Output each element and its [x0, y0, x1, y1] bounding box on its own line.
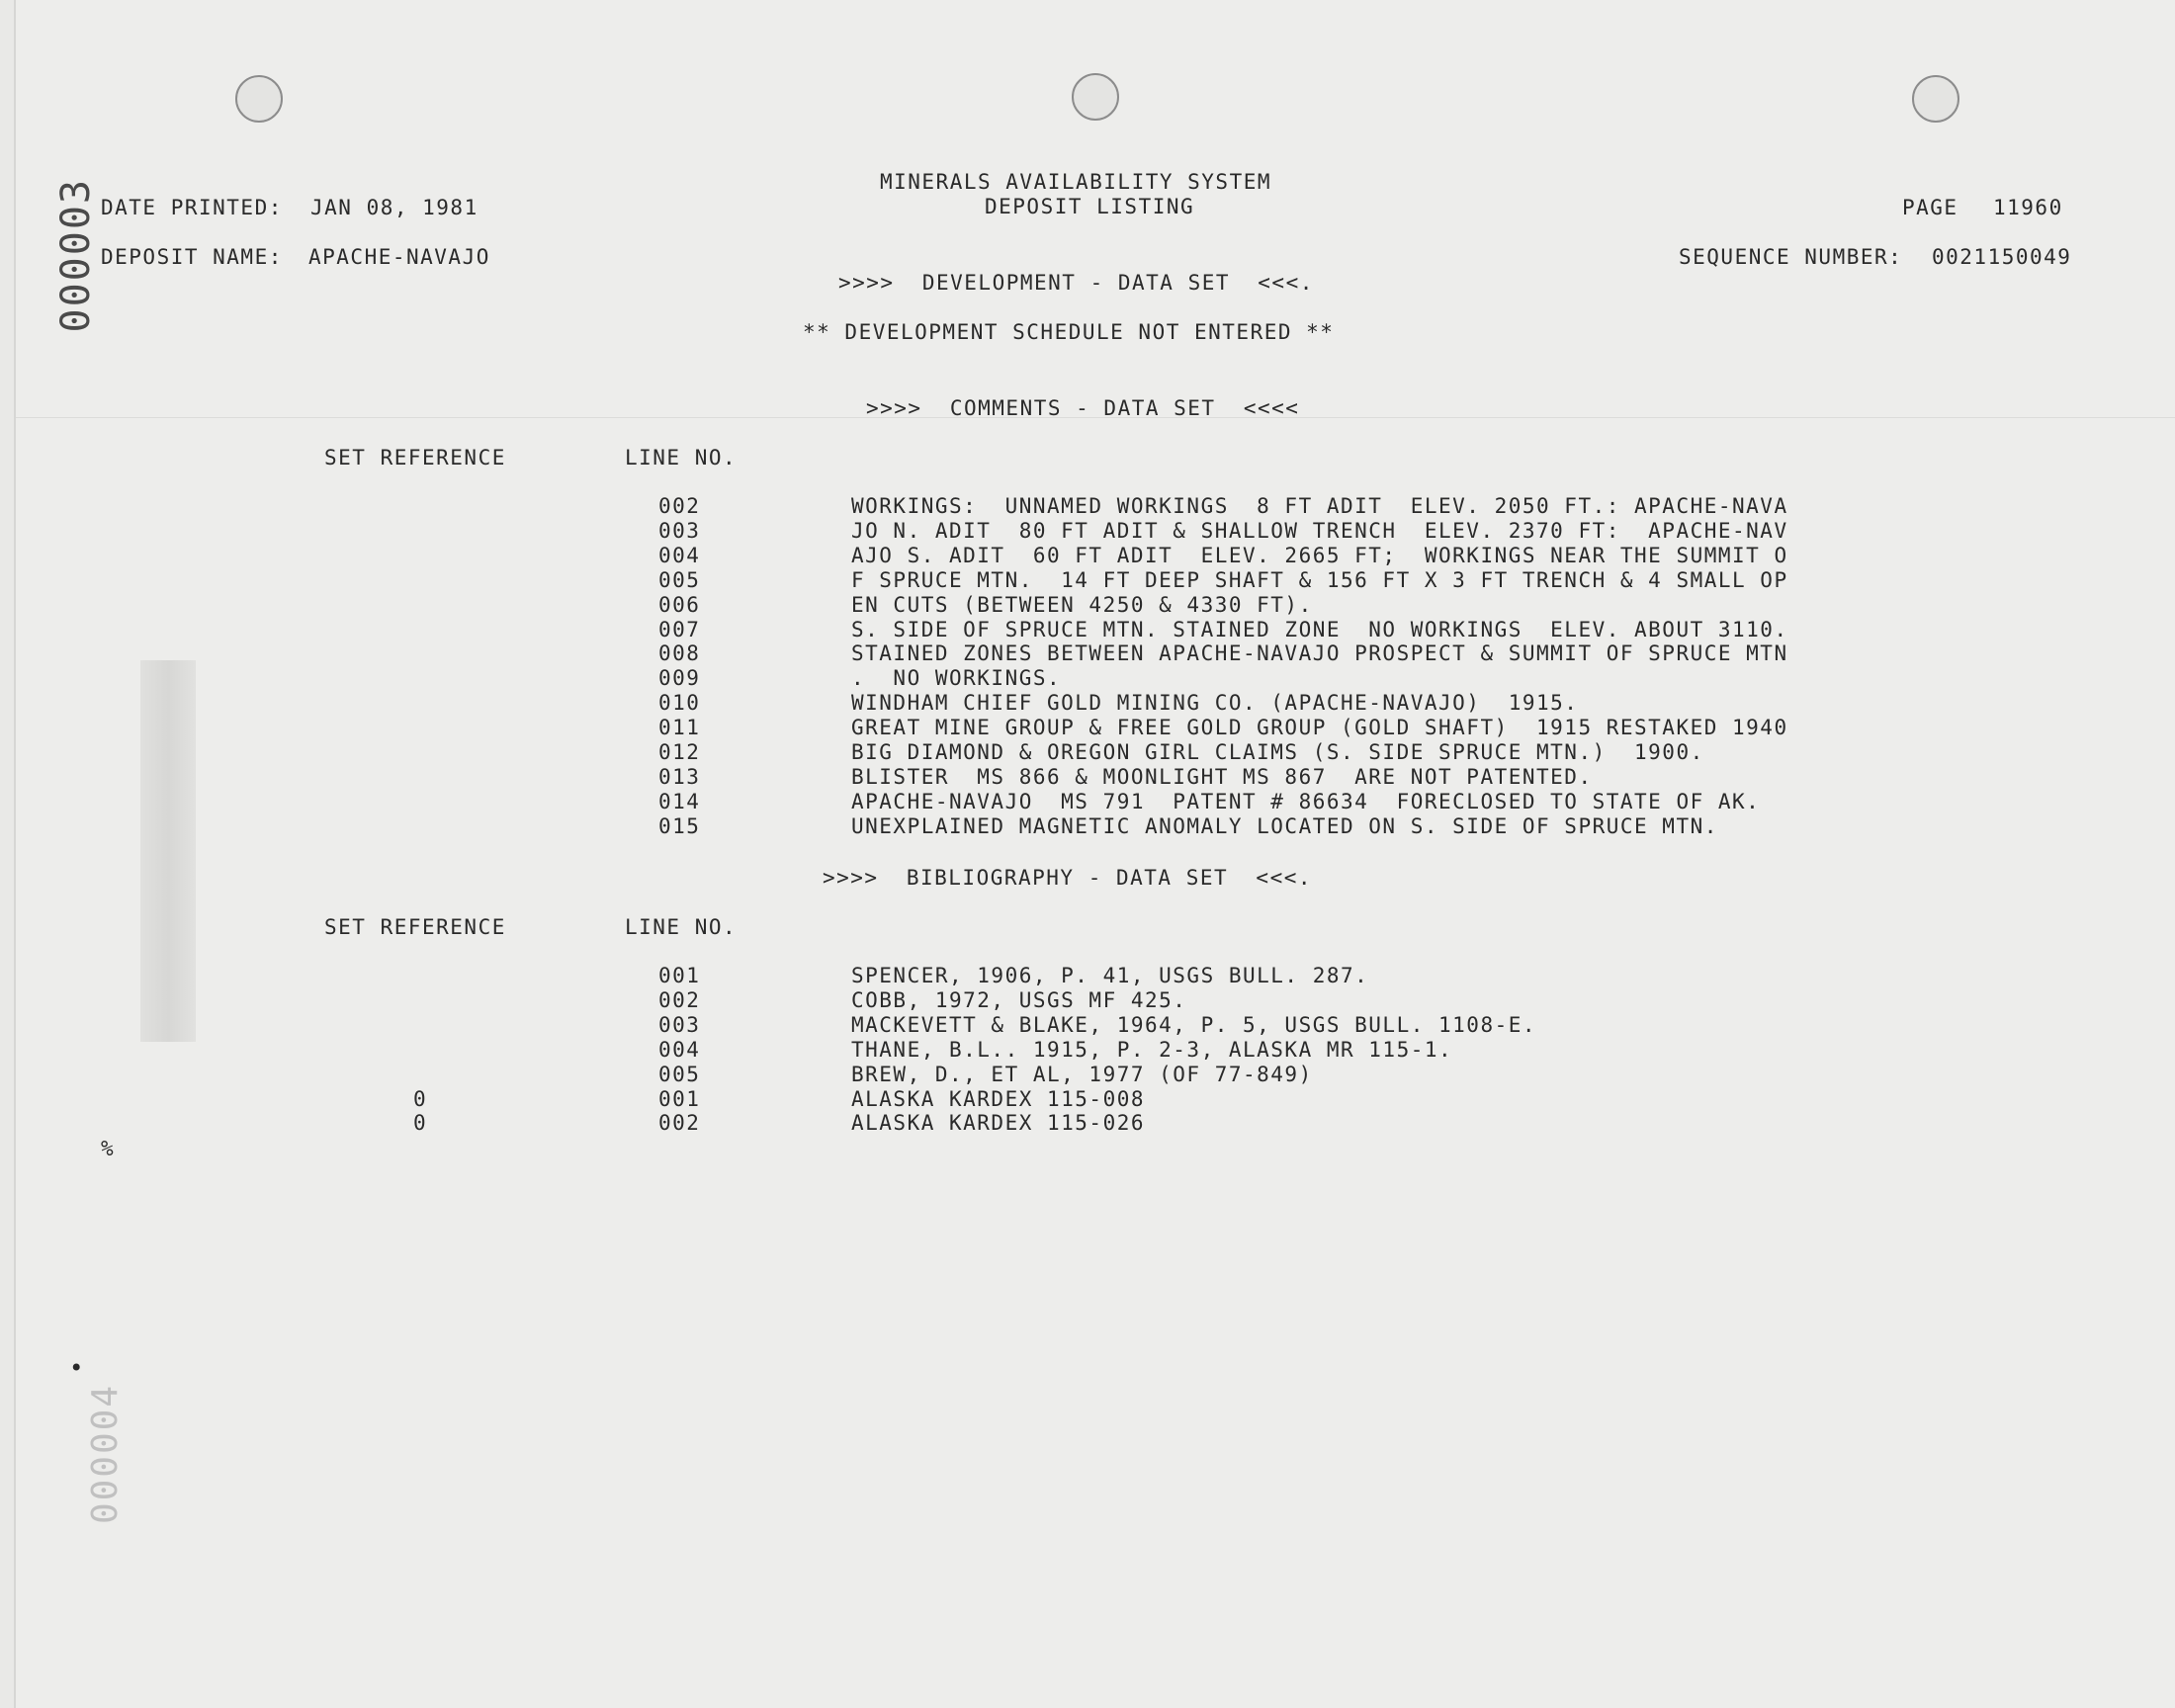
- listing-title: DEPOSIT LISTING: [985, 195, 1195, 218]
- line-number-cell: 010: [658, 691, 701, 716]
- line-number-cell: 012: [658, 740, 701, 764]
- line-number-cell: 001: [658, 1086, 701, 1111]
- text-cell: UNEXPLAINED MAGNETIC ANOMALY LOCATED ON S. SIDE OF SPRUCE MTN.: [851, 813, 1718, 838]
- set-reference-cell: 0: [413, 1111, 428, 1136]
- punch-hole-left: [235, 75, 283, 123]
- text-cell: JO N. ADIT 80 FT ADIT & SHALLOW TRENCH ELEV. 2370 FT: APACHE-NAV: [851, 518, 1788, 543]
- text-cell: THANE, B.L.. 1915, P. 2-3, ALASKA MR 115-1.: [851, 1037, 1453, 1062]
- line-number-cell: 005: [658, 567, 701, 592]
- line-number-cell: 002: [658, 494, 701, 518]
- line-number-cell: 002: [658, 987, 701, 1012]
- development-note: ** DEVELOPMENT SCHEDULE NOT ENTERED **: [803, 320, 1335, 344]
- set-reference-cell: 0: [413, 1086, 428, 1111]
- text-cell: WORKINGS: UNNAMED WORKINGS 8 FT ADIT ELEV. 2050 FT.: APACHE-NAVA: [851, 494, 1788, 518]
- system-title: MINERALS AVAILABILITY SYSTEM: [880, 170, 1272, 194]
- line-number-cell: 009: [658, 666, 701, 691]
- line-number-cell: 004: [658, 543, 701, 567]
- text-cell: . NO WORKINGS.: [851, 666, 1062, 691]
- text-cell: SPENCER, 1906, P. 41, USGS BULL. 287.: [851, 964, 1369, 987]
- bibliography-heading: >>>> BIBLIOGRAPHY - DATA SET <<<.: [823, 866, 1313, 890]
- line-number-cell: 008: [658, 641, 701, 666]
- text-cell: GREAT MINE GROUP & FREE GOLD GROUP (GOLD SHAFT) 1915 RESTAKED 1940: [851, 716, 1788, 740]
- text-cell: BLISTER MS 866 & MOONLIGHT MS 867 ARE NOT PATENTED.: [851, 764, 1593, 789]
- text-cell: BIG DIAMOND & OREGON GIRL CLAIMS (S. SIDE SPRUCE MTN.) 1900.: [851, 740, 1704, 764]
- line-number-cell: 004: [658, 1037, 701, 1062]
- line-number-cell: 013: [658, 764, 701, 789]
- development-heading: >>>> DEVELOPMENT - DATA SET <<<.: [838, 271, 1314, 295]
- smudge-mark: [140, 660, 196, 1042]
- date-printed-label: DATE PRINTED:: [101, 196, 283, 219]
- line-number-cell: 006: [658, 592, 701, 617]
- text-cell: AJO S. ADIT 60 FT ADIT ELEV. 2665 FT; WORKINGS NEAR THE SUMMIT O: [851, 543, 1788, 567]
- comments-col-set-reference: SET REFERENCE: [324, 446, 506, 470]
- line-number-cell: 005: [658, 1062, 701, 1086]
- line-number-cell: 003: [658, 1012, 701, 1037]
- punch-hole-center: [1072, 73, 1119, 121]
- text-cell: BREW, D., ET AL, 1977 (OF 77-849): [851, 1062, 1313, 1086]
- end-marker: %: [101, 1137, 116, 1160]
- deposit-name-label: DEPOSIT NAME:: [101, 245, 283, 269]
- printout-page: [14, 0, 2175, 1708]
- line-number-cell: 011: [658, 716, 701, 740]
- bibliography-col-line-no: LINE NO.: [625, 915, 738, 939]
- bibliography-col-set-reference: SET REFERENCE: [324, 915, 506, 939]
- page-number: 11960: [1993, 196, 2063, 219]
- side-sequence-number-faint: 000004: [85, 1384, 126, 1525]
- text-cell: APACHE-NAVAJO MS 791 PATENT # 86634 FORECLOSED TO STATE OF AK.: [851, 789, 1761, 813]
- text-cell: S. SIDE OF SPRUCE MTN. STAINED ZONE NO WORKINGS ELEV. ABOUT 3110.: [851, 617, 1788, 641]
- date-printed-value: JAN 08, 1981: [310, 196, 478, 219]
- deposit-name-value: APACHE-NAVAJO: [308, 245, 490, 269]
- sequence-number: 0021150049: [1932, 245, 2072, 269]
- side-sequence-number: 000003: [53, 178, 99, 333]
- page-label: PAGE: [1902, 196, 1958, 219]
- punch-hole-right: [1912, 75, 1959, 123]
- text-cell: EN CUTS (BETWEEN 4250 & 4330 FT).: [851, 592, 1313, 617]
- sequence-label: SEQUENCE NUMBER:: [1679, 245, 1903, 269]
- text-cell: WINDHAM CHIEF GOLD MINING CO. (APACHE-NAVAJO) 1915.: [851, 691, 1579, 716]
- line-number-cell: 015: [658, 813, 701, 838]
- text-cell: MACKEVETT & BLAKE, 1964, P. 5, USGS BULL. 1108-E.: [851, 1012, 1537, 1037]
- line-number-cell: 014: [658, 789, 701, 813]
- text-cell: F SPRUCE MTN. 14 FT DEEP SHAFT & 156 FT X 3 FT TRENCH & 4 SMALL OP: [851, 567, 1788, 592]
- comments-heading: >>>> COMMENTS - DATA SET <<<<: [866, 396, 1300, 420]
- line-number-cell: 002: [658, 1111, 701, 1136]
- line-number-cell: 007: [658, 617, 701, 641]
- text-cell: ALASKA KARDEX 115-008: [851, 1086, 1146, 1111]
- text-cell: STAINED ZONES BETWEEN APACHE-NAVAJO PROSPECT & SUMMIT OF SPRUCE MTN: [851, 641, 1788, 666]
- stray-dot: •: [69, 1354, 85, 1382]
- text-cell: ALASKA KARDEX 115-026: [851, 1111, 1146, 1136]
- line-number-cell: 001: [658, 964, 701, 987]
- line-number-cell: 003: [658, 518, 701, 543]
- comments-col-line-no: LINE NO.: [625, 446, 738, 470]
- text-cell: COBB, 1972, USGS MF 425.: [851, 987, 1187, 1012]
